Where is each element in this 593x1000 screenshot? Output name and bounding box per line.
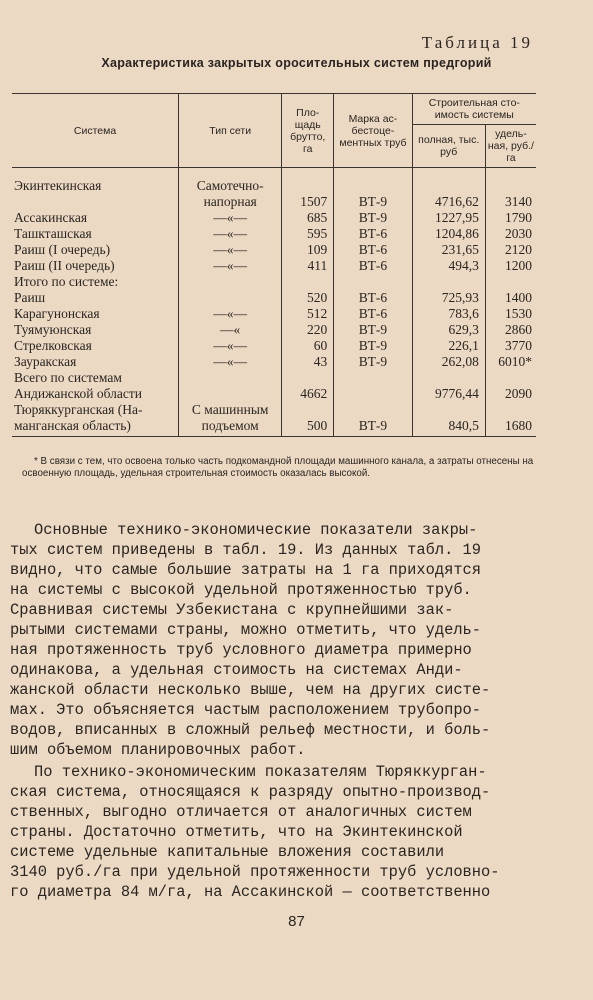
cell-pipe-mark <box>334 402 412 418</box>
text-line: одинакова, а удельная стоимость на системах Анди- <box>10 661 463 679</box>
cell-cost-full: 262,08 <box>412 354 485 370</box>
text-line: ская система, относящаяся к разряду опытно-производ- <box>10 783 491 801</box>
cell-pipe-mark: ВТ-6 <box>334 290 412 306</box>
irrigation-systems-table <box>12 93 536 437</box>
table-footnote: * В связи с тем, что освоена только часть подкомандной площади машинного канала, а затраты отнесены на освоенную площадь, удельная строительная стоимость оказалась высокой. <box>22 456 534 479</box>
cell-cost-full: 725,93 <box>412 290 485 306</box>
table-row <box>12 354 536 370</box>
table-row <box>12 290 536 306</box>
cell-system: Раиш <box>14 290 46 305</box>
cell-pipe-mark: ВТ-6 <box>334 226 412 242</box>
table-row <box>12 322 536 338</box>
text-line: го диаметра 84 м/га, на Ассакинской — соответственно <box>10 883 491 901</box>
cell-cost-unit: 2090 <box>485 386 536 402</box>
cell-area: 220 <box>282 322 334 338</box>
cell-pipe-mark: ВТ-9 <box>334 210 412 226</box>
cell-cost-full: 226,1 <box>412 338 485 354</box>
cell-pipe-mark: ВТ-9 <box>334 194 412 210</box>
table-row <box>12 370 536 386</box>
cell-network-type: С машинным <box>179 402 282 418</box>
text-line: тых систем приведены в табл. 19. Из данных табл. 19 <box>10 541 482 559</box>
cell-pipe-mark: ВТ-9 <box>334 322 412 338</box>
cell-area: 60 <box>282 338 334 354</box>
cell-cost-unit <box>485 274 536 290</box>
cell-system: Всего по системам <box>14 370 122 385</box>
header-cost-group: Строительная сто-имость системы <box>412 94 536 125</box>
cell-network-type: Самотечно- <box>179 168 282 195</box>
cell-cost-full <box>412 402 485 418</box>
cell-system: Ташкташская <box>14 226 92 241</box>
cell-cost-full: 783,6 <box>412 306 485 322</box>
cell-cost-unit: 2120 <box>485 242 536 258</box>
cell-pipe-mark: ВТ-6 <box>334 306 412 322</box>
table-row <box>12 306 536 322</box>
cell-area: 500 <box>282 418 334 437</box>
cell-system: Туямуюнская <box>14 322 92 337</box>
cell-cost-full: 629,3 <box>412 322 485 338</box>
cell-network-type: —«— <box>179 258 282 274</box>
cell-area: 1507 <box>282 194 334 210</box>
table-row <box>12 274 536 290</box>
text-line: системе удельные капитальные вложения составили <box>10 843 445 861</box>
table-row <box>12 386 536 402</box>
header-network-type: Тип сети <box>179 94 282 168</box>
cell-area: 520 <box>282 290 334 306</box>
text-line: шим объемом планировочных работ. <box>10 741 306 759</box>
table-row <box>12 226 536 242</box>
header-cost-unit: удель-ная, руб./га <box>485 125 536 168</box>
cell-pipe-mark <box>334 168 412 195</box>
text-line: рытыми системами страны, можно отметить, что удель- <box>10 621 482 639</box>
cell-pipe-mark <box>334 370 412 386</box>
cell-network-type <box>179 290 282 306</box>
text-line: мах. Это объясняется частым расположением трубопро- <box>10 701 482 719</box>
text-line: жанской области несколько выше, чем на других систе- <box>10 681 491 699</box>
cell-system: Зауракская <box>14 354 77 369</box>
header-system: Система <box>12 94 179 168</box>
cell-area: 512 <box>282 306 334 322</box>
cell-cost-full <box>412 370 485 386</box>
cell-system: Андижанской области <box>14 386 142 401</box>
cell-cost-unit <box>485 168 536 195</box>
cell-cost-unit <box>485 370 536 386</box>
cell-system: Ассакинская <box>14 210 88 225</box>
cell-network-type: —« <box>179 322 282 338</box>
cell-system: Стрелковская <box>14 338 92 353</box>
cell-pipe-mark: ВТ-6 <box>334 242 412 258</box>
cell-system: Итого по системе: <box>14 274 119 289</box>
text-line: ная протяженность труб условного диаметра примерно <box>10 641 472 659</box>
text-line: Сравнивая системы Узбекистана с крупнейшими зак- <box>10 601 454 619</box>
table-body <box>12 168 536 437</box>
table-row <box>12 168 536 195</box>
cell-network-type: —«— <box>179 210 282 226</box>
cell-cost-unit: 3140 <box>485 194 536 210</box>
cell-cost-unit: 2030 <box>485 226 536 242</box>
cell-cost-full <box>412 168 485 195</box>
cell-cost-full: 494,3 <box>412 258 485 274</box>
table-row <box>12 258 536 274</box>
text-line: Основные технико-экономические показатели закры- <box>34 521 478 539</box>
body-text <box>10 520 544 904</box>
cell-network-type: —«— <box>179 226 282 242</box>
paragraph <box>10 520 544 760</box>
table-row <box>12 194 536 210</box>
cell-system <box>12 194 179 210</box>
cell-cost-unit: 1200 <box>485 258 536 274</box>
cell-system: Карагунонская <box>14 306 100 321</box>
cell-network-type: —«— <box>179 354 282 370</box>
cell-pipe-mark: ВТ-6 <box>334 258 412 274</box>
cell-network-type <box>179 370 282 386</box>
text-line: водов, вписанных в сложный рельеф местности, и боль- <box>10 721 491 739</box>
table-row <box>12 210 536 226</box>
cell-system: Раиш (I очередь) <box>14 242 111 257</box>
text-line: По технико-экономическим показателям Тюряккурган- <box>34 763 487 781</box>
text-line: страны. Достаточно отметить, что на Экинтекинской <box>10 823 463 841</box>
cell-pipe-mark: ВТ-9 <box>334 338 412 354</box>
cell-cost-unit <box>485 402 536 418</box>
table-row <box>12 418 536 437</box>
cell-area <box>282 168 334 195</box>
cell-system: манганская область) <box>12 418 179 437</box>
cell-cost-full: 1227,95 <box>412 210 485 226</box>
cell-area <box>282 370 334 386</box>
text-line: 3140 руб./га при удельной протяженности труб условно- <box>10 863 500 881</box>
cell-network-type: —«— <box>179 242 282 258</box>
cell-system: Экинтекинская <box>14 178 102 193</box>
page-number: 87 <box>288 913 305 930</box>
cell-pipe-mark: ВТ-9 <box>334 418 412 437</box>
cell-pipe-mark <box>334 274 412 290</box>
cell-cost-unit: 6010* <box>485 354 536 370</box>
paragraph <box>10 762 544 902</box>
cell-pipe-mark <box>334 386 412 402</box>
text-line: на системы с высокой удельной протяженностью труб. <box>10 581 472 599</box>
text-line: видно, что самые большие затраты на 1 га приходятся <box>10 561 482 579</box>
cell-system: Тюряккурганская (На- <box>14 402 143 417</box>
cell-cost-unit: 1530 <box>485 306 536 322</box>
cell-cost-unit: 1400 <box>485 290 536 306</box>
cell-cost-unit: 3770 <box>485 338 536 354</box>
table-caption: Характеристика закрытых оросительных систем предгорий <box>101 56 492 70</box>
cell-area <box>282 274 334 290</box>
table-row <box>12 242 536 258</box>
cell-network-type: —«— <box>179 306 282 322</box>
table-row <box>12 402 536 418</box>
cell-cost-unit: 1790 <box>485 210 536 226</box>
cell-cost-full: 231,65 <box>412 242 485 258</box>
cell-cost-unit: 1680 <box>485 418 536 437</box>
cell-network-type: —«— <box>179 338 282 354</box>
cell-pipe-mark: ВТ-9 <box>334 354 412 370</box>
cell-cost-full <box>412 274 485 290</box>
cell-cost-unit: 2860 <box>485 322 536 338</box>
cell-system: Раиш (II очередь) <box>14 258 115 273</box>
cell-network-type: подъемом <box>179 418 282 437</box>
header-area: Пло-щадь брутто, га <box>282 94 334 168</box>
header-pipe-mark: Марка ас-бестоце-ментных труб <box>334 94 412 168</box>
table-number: Таблица 19 <box>421 33 533 52</box>
cell-area: 685 <box>282 210 334 226</box>
cell-network-type: напорная <box>179 194 282 210</box>
cell-cost-full: 840,5 <box>412 418 485 437</box>
cell-network-type <box>179 386 282 402</box>
cell-area: 595 <box>282 226 334 242</box>
cell-cost-full: 1204,86 <box>412 226 485 242</box>
cell-area: 43 <box>282 354 334 370</box>
cell-area: 411 <box>282 258 334 274</box>
cell-cost-full: 9776,44 <box>412 386 485 402</box>
cell-area <box>282 402 334 418</box>
table-row <box>12 338 536 354</box>
text-line: ственных, выгодно отличается от аналогичных систем <box>10 803 472 821</box>
header-cost-full: полная, тыс. руб <box>412 125 485 168</box>
cell-area: 4662 <box>282 386 334 402</box>
cell-network-type <box>179 274 282 290</box>
cell-area: 109 <box>282 242 334 258</box>
cell-cost-full: 4716,62 <box>412 194 485 210</box>
